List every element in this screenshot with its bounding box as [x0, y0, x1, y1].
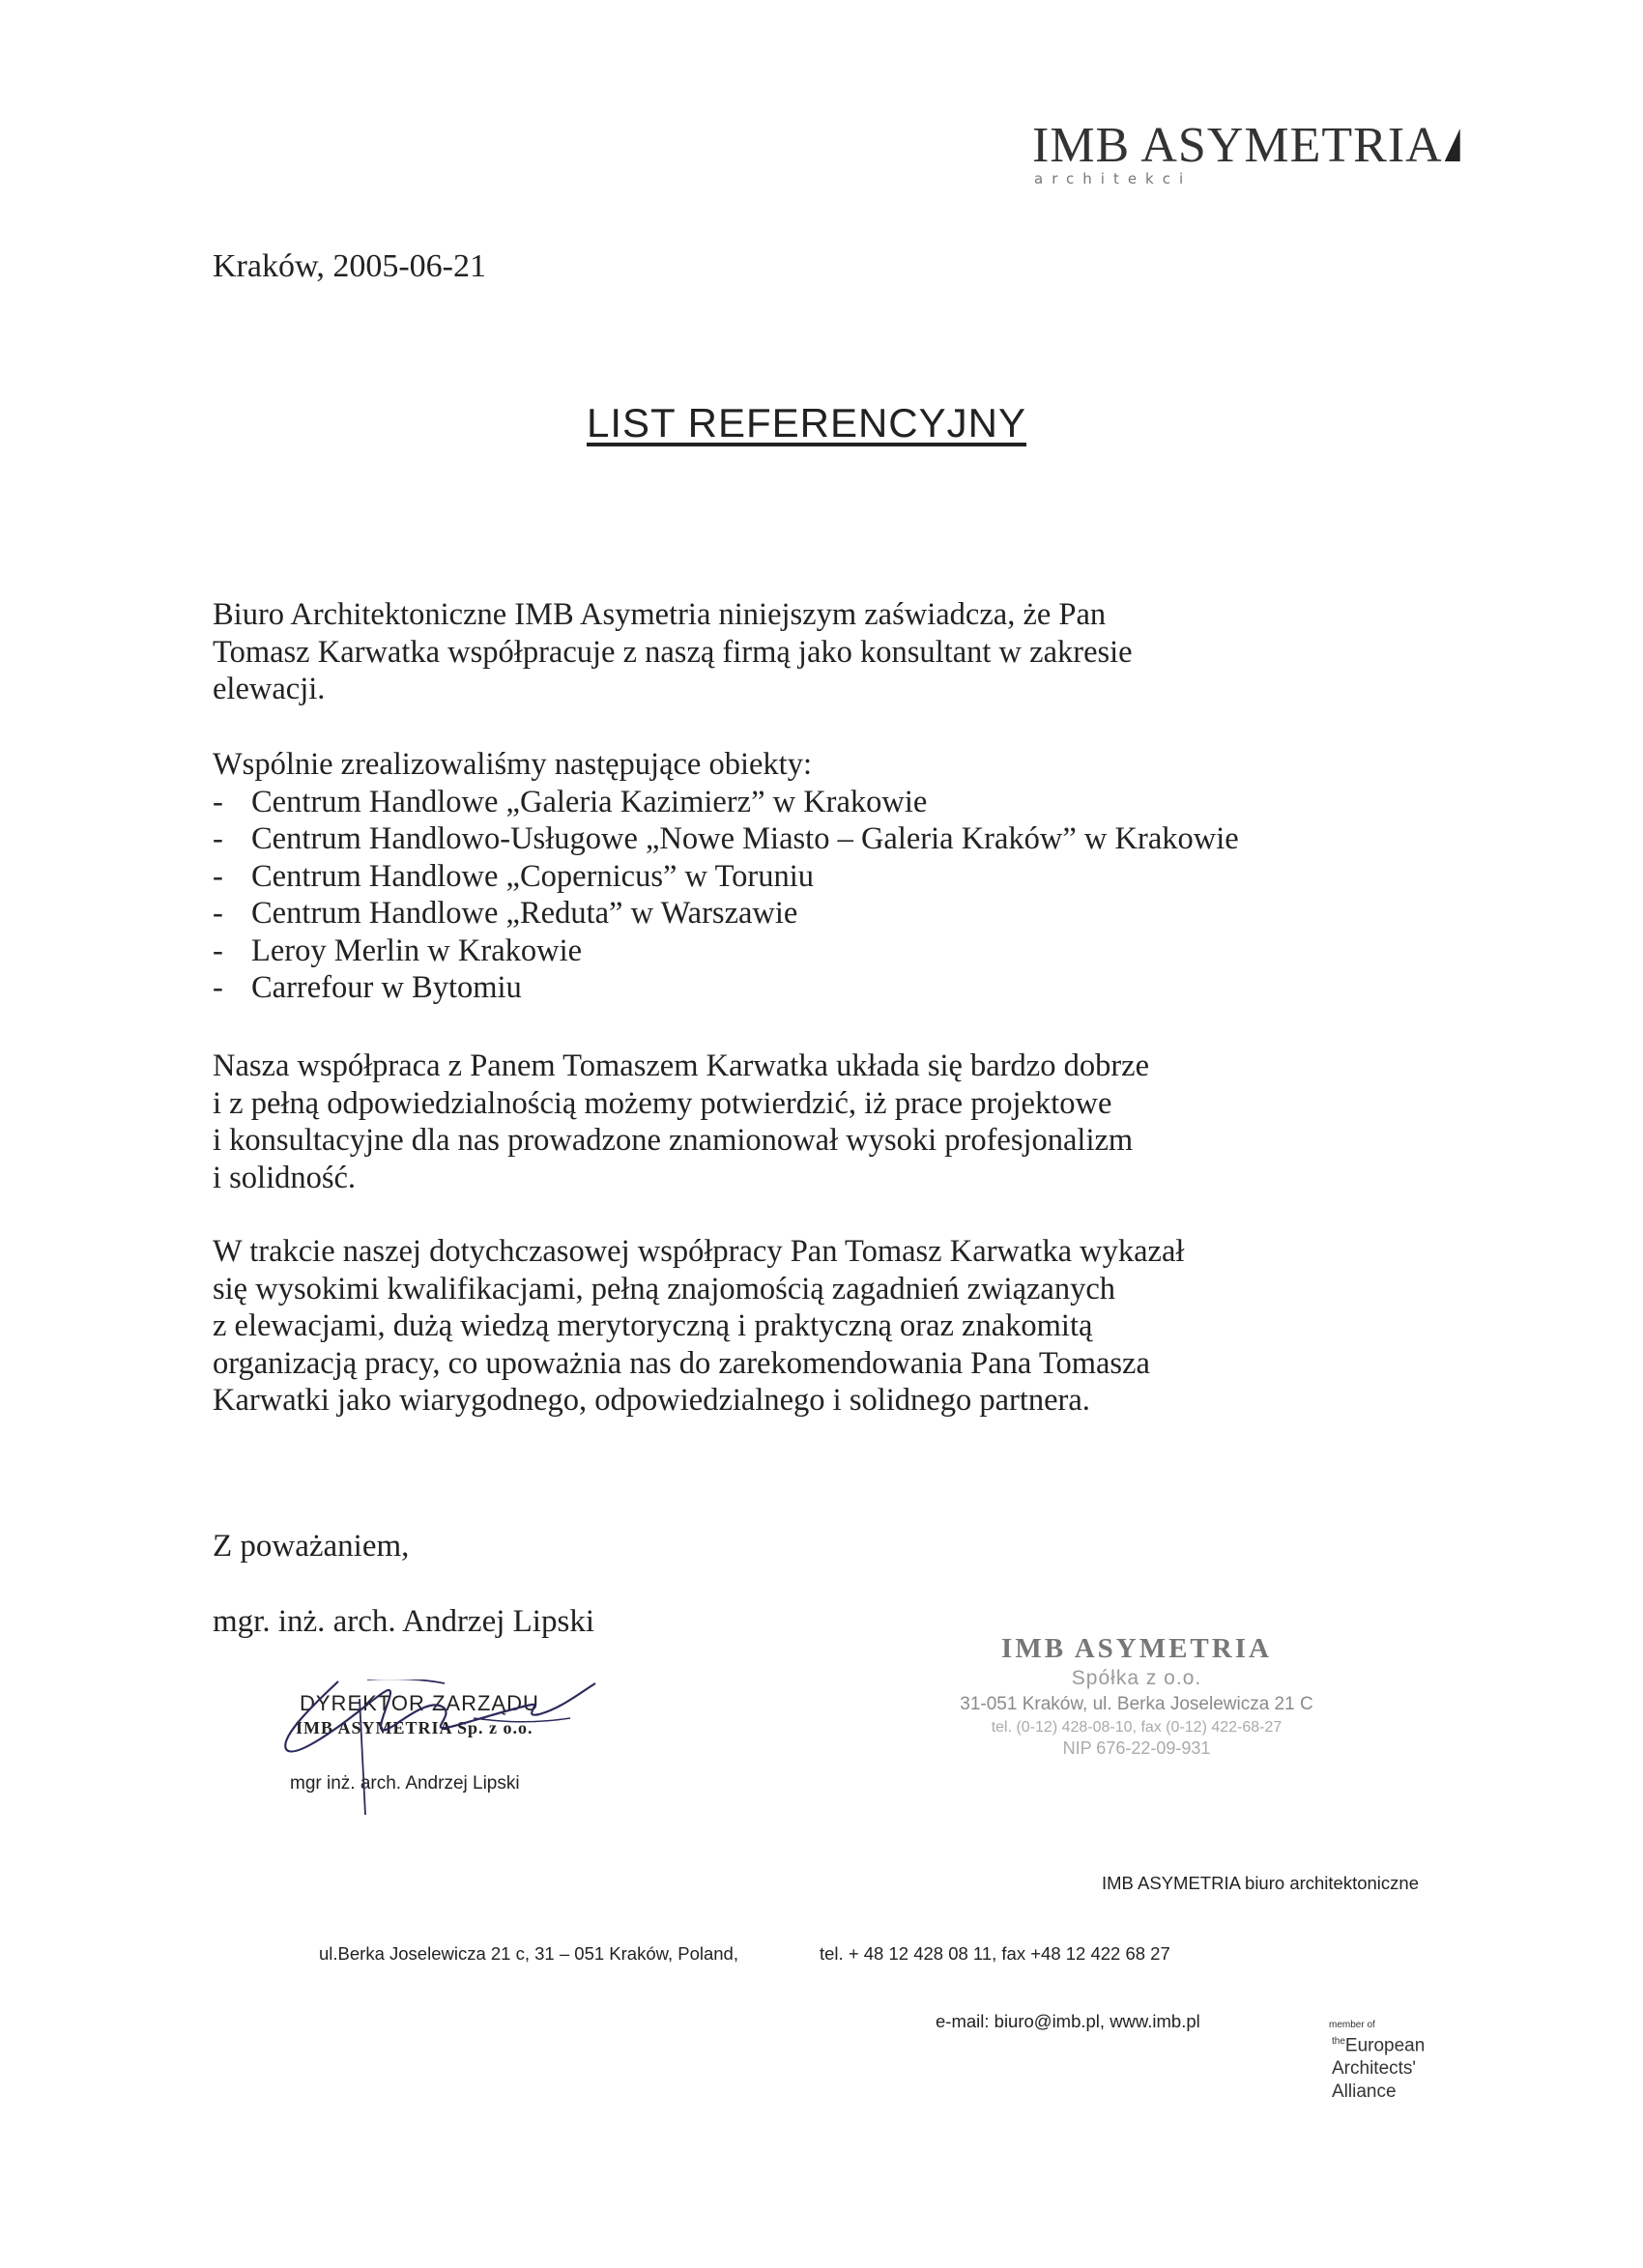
stamp-company-type: Spółka z o.o.	[1071, 1667, 1202, 1689]
handwritten-signature-icon	[280, 1679, 599, 1824]
footer-phone: tel. + 48 12 428 08 11, fax +48 12 422 68 27	[820, 1943, 1170, 1964]
project-name: Leroy Merlin w Krakowie	[251, 933, 583, 968]
list-item	[213, 969, 1479, 1007]
paragraph-line: i z pełną odpowiedzialnością możemy potwierdzić, iż prace projektowe	[213, 1085, 1112, 1121]
project-name: Centrum Handlowe „Copernicus” w Toruniu	[251, 858, 815, 894]
alliance-badge	[1316, 2020, 1425, 2104]
paragraph-line: się wysokimi kwalifikacjami, pełną znajomością zagadnień związanych	[213, 1271, 1116, 1306]
bullet-dash: -	[213, 933, 223, 968]
paragraph-line: i konsultacyjne dla nas prowadzone znamionował wysoki profesjonalizm	[213, 1123, 1134, 1158]
recommendation-paragraph	[213, 1233, 1479, 1420]
alliance-member-label: member of	[1329, 2020, 1375, 2030]
list-item	[213, 858, 1479, 896]
company-logo	[1032, 117, 1443, 187]
logo-subtitle: architekci	[1034, 170, 1193, 187]
alliance-the: the	[1332, 2036, 1345, 2047]
project-name: Carrefour w Bytomiu	[251, 970, 522, 1005]
signer-name: mgr. inż. arch. Andrzej Lipski	[213, 1604, 594, 1639]
paragraph-line: i solidność.	[213, 1160, 357, 1195]
paragraph-line: z elewacjami, dużą wiedzą merytoryczną i praktyczną oraz znakomitą	[213, 1308, 1093, 1343]
project-name: Centrum Handlowe „Galeria Kazimierz” w Krakowie	[251, 784, 928, 819]
stamp-title: DYREKTOR ZARZĄDU	[300, 1691, 539, 1715]
stamp-address: 31-051 Kraków, ul. Berka Joselewicza 21 C	[960, 1694, 1313, 1714]
letter-title: LIST REFERENCYJNY	[587, 400, 1026, 445]
closing-salutation: Z poważaniem,	[213, 1529, 410, 1564]
paragraph-line: organizacją pracy, co upoważnia nas do zarekomendowania Pana Tomasza	[213, 1345, 1150, 1381]
intro-line: Biuro Architektoniczne IMB Asymetria niniejszym zaświadcza, że Pan	[213, 597, 1107, 632]
logo-name: IMB ASYMETRIA	[1032, 117, 1428, 174]
projects-section	[213, 746, 1479, 1007]
bullet-dash: -	[213, 970, 223, 1005]
intro-line: Tomasz Karwatka współpracuje z naszą firmą jako konsultant w zakresie	[213, 634, 1133, 670]
alliance-line: Alliance	[1332, 2081, 1397, 2103]
footer-address: ul.Berka Joselewicza 21 c, 31 – 051 Kraków, Poland,	[319, 1943, 738, 1964]
stamp-company: IMB ASYMETRIA Sp. z o.o.	[296, 1718, 533, 1737]
list-item	[213, 895, 1479, 933]
bullet-dash: -	[213, 784, 223, 819]
stamp-phone: tel. (0-12) 428-08-10, fax (0-12) 422-68-27	[991, 1719, 1283, 1736]
bullet-dash: -	[213, 858, 223, 894]
company-stamp	[943, 1633, 1330, 1759]
bullet-dash: -	[213, 821, 223, 856]
intro-paragraph	[213, 596, 1479, 708]
intro-line: elewacji.	[213, 672, 326, 706]
footer-company: IMB ASYMETRIA biuro architektoniczne	[1102, 1873, 1419, 1893]
stamp-company-name: IMB ASYMETRIA	[1001, 1633, 1272, 1664]
projects-heading: Wspólnie zrealizowaliśmy następujące obiekty:	[213, 747, 812, 782]
logo-mark-icon	[1445, 129, 1460, 161]
stamp-signer: mgr inż. arch. Andrzej Lipski	[290, 1773, 520, 1794]
project-name: Centrum Handlowo-Usługowe „Nowe Miasto – Galeria Kraków” w Krakowie	[251, 821, 1239, 856]
paragraph-line: Karwatki jako wiarygodnego, odpowiedzialnego i solidnego partnera.	[213, 1383, 1090, 1418]
list-item	[213, 784, 1479, 821]
footer-email: e-mail: biuro@imb.pl, www.imb.pl	[936, 2011, 1200, 2031]
paragraph-line: Nasza współpraca z Panem Tomaszem Karwatka układa się bardzo dobrze	[213, 1048, 1150, 1083]
stamp-nip: NIP 676-22-09-931	[1062, 1738, 1211, 1758]
cooperation-paragraph	[213, 1048, 1479, 1196]
bullet-dash: -	[213, 896, 223, 931]
project-name: Centrum Handlowe „Reduta” w Warszawie	[251, 896, 798, 931]
paragraph-line: W trakcie naszej dotychczasowej współpracy Pan Tomasz Karwatka wykazał	[213, 1234, 1185, 1269]
letter-date: Kraków, 2005-06-21	[213, 248, 486, 284]
alliance-line: Architects'	[1332, 2058, 1417, 2080]
alliance-line: $^{the}$European	[1332, 2035, 1426, 2056]
list-item	[213, 933, 1479, 970]
signature-stamp	[280, 1679, 599, 1824]
list-item	[213, 820, 1479, 858]
